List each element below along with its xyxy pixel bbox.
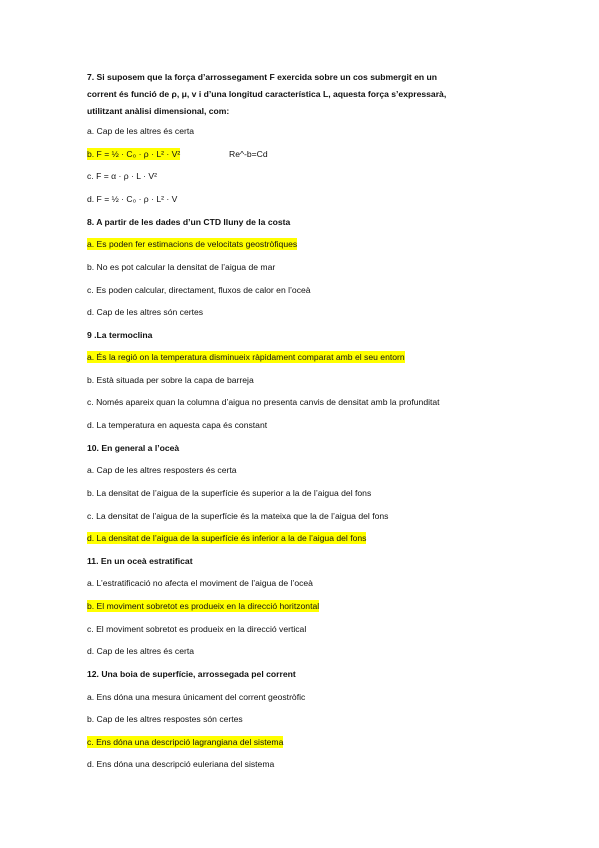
q8-option-c: c. Es poden calcular, directament, fluxos de calor en l’oceà [87,285,311,295]
q7-title-line2: corrent és funció de ρ, μ, v i d’una longitud característica L, aquesta força s’expressarà, [87,89,447,99]
q11-option-a: a. L’estratificació no afecta el moviment de l’aigua de l’oceà [87,578,313,588]
q11-option-b [87,601,319,612]
q8-option-b: b. No es pot calcular la densitat de l’aigua de mar [87,262,276,272]
q10-option-b: b. La densitat de l’aigua de la superfície és superior a la de l’aigua del fons [87,488,372,498]
q7-side-note: Re^-b=Cd [229,149,268,159]
q8-option-d: d. Cap de les altres són certes [87,307,204,317]
q8-title: 8. A partir de les dades d’un CTD lluny de la costa [87,217,291,227]
q12-option-d: d. Ens dóna una descripció euleriana del sistema [87,759,275,769]
q10-option-a: a. Cap de les altres resposters és certa [87,465,237,475]
q10-title: 10. En general a l’oceà [87,443,180,453]
q12-title: 12. Una boia de superfície, arrossegada pel corrent [87,669,296,679]
q12-option-b: b. Cap de les altres respostes són certes [87,714,243,724]
q7-option-c: c. F = α · ρ · L · V² [87,171,157,181]
q11-option-c: c. El moviment sobretot es produeix en la direcció vertical [87,624,307,634]
q12-option-a: a. Ens dóna una mesura únicament del corrent geostròfic [87,692,306,702]
q9-option-a-highlight: a. És la regió on la temperatura disminueix ràpidament comparat amb el seu entorn [87,352,405,362]
q10-option-d-highlight: d. La densitat de l’aigua de la superfície és inferior a la de l’aigua del fons [87,533,367,543]
q7-title-line1: 7. Si suposem que la força d’arrossegament F exercida sobre un cos submergit en un [87,72,438,82]
q7-option-a: a. Cap de les altres és certa [87,126,194,136]
q12-option-c [87,737,283,748]
q9-title: 9 .La termoclina [87,330,153,340]
q10-option-d [87,533,366,544]
q8-option-a-highlight: a. Es poden fer estimacions de velocitats geostròfiques [87,239,298,249]
q9-option-a [87,352,405,363]
q9-option-b: b. Està situada per sobre la capa de barreja [87,375,254,385]
q11-option-d: d. Cap de les altres és certa [87,646,194,656]
q7-title-line3: utilitzant anàlisi dimensional, com: [87,106,230,116]
q8-option-a [87,239,297,250]
q7-option-b [87,149,180,160]
q10-option-c: c. La densitat de l’aigua de la superfície és la mateixa que la de l’aigua del fons [87,511,389,521]
q7-option-d: d. F = ½ · C₀ · ρ · L² · V [87,194,178,204]
q12-option-c-highlight: c. Ens dóna una descripció lagrangiana del sistema [87,737,284,747]
q9-option-d: d. La temperatura en aquesta capa és constant [87,420,268,430]
q9-option-c: c. Només apareix quan la columna d’aigua no presenta canvis de densitat amb la profunditat [87,397,440,407]
q11-option-b-highlight: b. El moviment sobretot es produeix en la direcció horitzontal [87,601,320,611]
q11-title: 11. En un oceà estratificat [87,556,193,566]
q7-option-b-highlight: b. F = ½ · C₀ · ρ · L² · V² [87,149,181,159]
